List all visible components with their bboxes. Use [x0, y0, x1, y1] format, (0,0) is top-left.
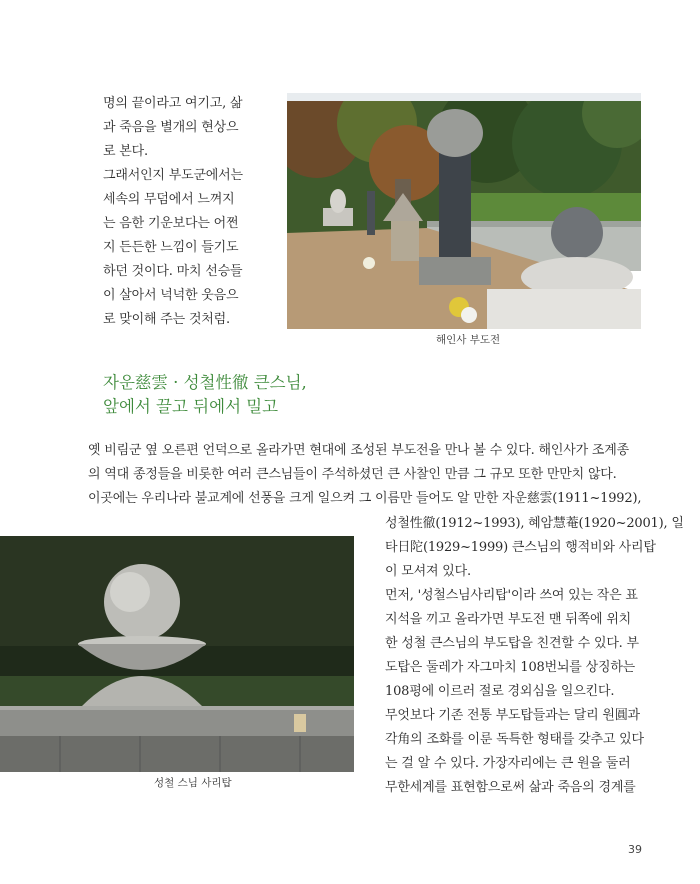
body-line: 성철性徹(1912~1993), 혜암慧菴(1920~2001), 일 — [385, 516, 684, 531]
intro-line: 하던 것이다. 마치 선승들 — [103, 264, 243, 279]
intro-line: 명의 끝이라고 여기고, 삶 — [103, 96, 243, 111]
intro-line: 이 살아서 넉넉한 웃음으 — [103, 288, 239, 303]
body-line: 먼저, '성철스님사리탑'이라 쓰여 있는 작은 표 — [385, 588, 638, 603]
intro-line: 로 맞이해 주는 것처럼. — [103, 312, 230, 327]
body-line: 도탑은 둘레가 자그마치 108번뇌를 상징하는 — [385, 660, 636, 675]
body-paragraph — [88, 439, 641, 511]
body-line: 한 성철 큰스님의 부도탑을 친견할 수 있다. 부 — [385, 636, 639, 651]
body-line: 무엇보다 기존 전통 부도탑들과는 달리 원圓과 — [385, 708, 640, 723]
body-line: 108평에 이르러 절로 경외심을 일으킨다. — [385, 684, 615, 699]
intro-line: 세속의 무덤에서 느껴지 — [103, 192, 235, 207]
body-line: 옛 비림군 옆 오른편 언덕으로 올라가면 현대에 조성된 부도전을 만나 볼 수 있다. 해인사가 조계종 — [88, 443, 629, 458]
body-line: 지석을 끼고 올라가면 부도전 맨 뒤쪽에 위치 — [385, 612, 632, 627]
intro-line: 지 든든한 느낌이 들기도 — [103, 240, 239, 255]
page-number: 39 — [628, 843, 642, 856]
intro-paragraph — [103, 92, 243, 332]
intro-line: 는 음한 기운보다는 어쩐 — [103, 216, 239, 231]
body-line: 의 역대 종정들을 비롯한 여러 큰스님들이 주석하셨던 큰 사찰인 만큼 그 규모 또한 만만치 않다. — [88, 467, 617, 482]
body-line: 각角의 조화를 이룬 독특한 형태를 갖추고 있다 — [385, 732, 644, 747]
intro-line: 과 죽음을 별개의 현상으 — [103, 120, 239, 135]
body-line: 는 걸 알 수 있다. 가장자리에는 큰 원을 둘러 — [385, 756, 631, 771]
seongcheol-stupa-photo — [0, 536, 354, 772]
subheading-line: 앞에서 끌고 뒤에서 밀고 — [103, 397, 279, 416]
body-line: 이 모셔져 있다. — [385, 564, 471, 579]
section-subheading — [103, 371, 307, 419]
photo-caption: 성철 스님 사리탑 — [154, 777, 232, 789]
body-line: 이곳에는 우리나라 불교계에 선풍을 크게 일으켜 그 이름만 들어도 알 만한 자운慈雲(1911~1992), — [88, 491, 642, 506]
subheading-line: 자운慈雲 · 성철性徹 큰스님, — [103, 373, 307, 392]
stupa-field-photo — [287, 93, 641, 329]
intro-line: 로 본다. — [103, 144, 148, 159]
body-line: 무한세계를 표현함으로써 삶과 죽음의 경계를 — [385, 780, 636, 795]
body-paragraph-right-column — [385, 512, 684, 800]
intro-line: 그래서인지 부도군에서는 — [103, 168, 243, 183]
photo-caption: 해인사 부도전 — [436, 334, 501, 346]
body-line: 타日陀(1929~1999) 큰스님의 행적비와 사리탑 — [385, 540, 656, 555]
